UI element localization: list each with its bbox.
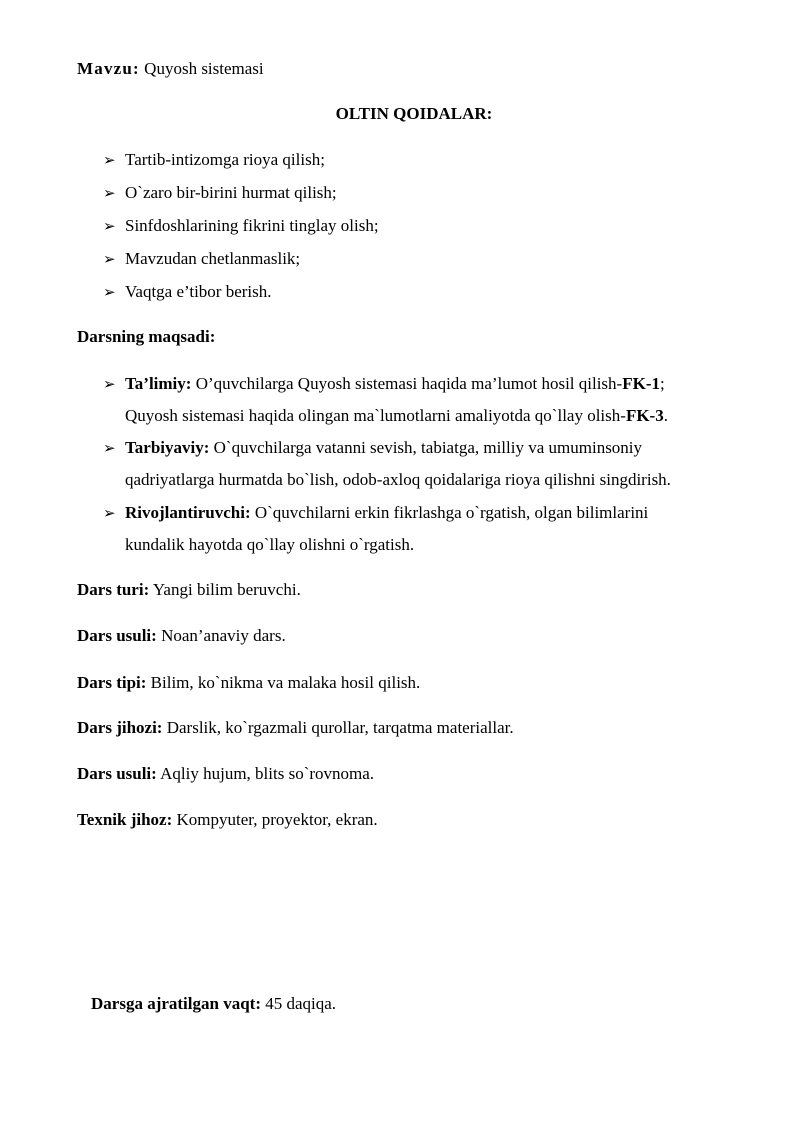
rule-text: O`zaro bir-birini hurmat qilish; <box>125 183 337 202</box>
goal-line <box>125 374 665 394</box>
rule-text: Mavzudan chetlanmaslik; <box>125 249 301 268</box>
rule-text: Tartib-intizomga rioya qilish; <box>125 150 325 169</box>
detail-row <box>77 626 286 646</box>
detail-label: Dars usuli: <box>77 626 157 645</box>
arrow-bullet-icon: ➢ <box>103 250 116 268</box>
detail-row <box>77 718 514 738</box>
punctuation: ; <box>660 374 665 393</box>
detail-row <box>77 673 420 693</box>
arrow-bullet-icon: ➢ <box>103 504 116 522</box>
goal-line <box>125 438 642 458</box>
detail-value: Darslik, ko`rgazmali qurollar, tarqatma materiallar. <box>166 718 514 737</box>
punctuation: . <box>663 406 668 425</box>
arrow-bullet-icon: ➢ <box>103 151 116 169</box>
detail-label: Dars tipi: <box>77 673 147 692</box>
goal-label: Tarbiyaviy: <box>125 438 210 457</box>
arrow-bullet-icon: ➢ <box>103 184 116 202</box>
goal-text: O’quvchilarga Quyosh sistemasi haqida ma’lumot hosil qilish- <box>195 374 623 393</box>
goal-text: kundalik hayotda qo`llay olishni o`rgatish. <box>125 535 415 554</box>
detail-value: Noan’anaviy dars. <box>161 626 286 645</box>
detail-row <box>77 580 301 600</box>
detail-value: Aqliy hujum, blits so`rovnoma. <box>160 764 375 783</box>
goal-label: Rivojlantiruvchi: <box>125 503 251 522</box>
detail-value: Yangi bilim beruvchi. <box>152 580 301 599</box>
goal-label: Ta’limiy: <box>125 374 192 393</box>
detail-label: Dars jihozi: <box>77 718 163 737</box>
arrow-bullet-icon: ➢ <box>103 375 116 393</box>
time-allocated <box>91 994 336 1014</box>
time-value: 45 daqiqa. <box>265 994 337 1013</box>
goal-text: Quyosh sistemasi haqida olingan ma`lumotlarni amaliyotda qo`llay olish- <box>125 406 626 425</box>
arrow-bullet-icon: ➢ <box>103 217 116 235</box>
goals-title-text: Darsning maqsadi: <box>77 327 216 346</box>
topic-line <box>77 59 264 79</box>
competency-code: FK-1 <box>622 374 660 393</box>
detail-label: Dars usuli: <box>77 764 157 783</box>
detail-value: Bilim, ko`nikma va malaka hosil qilish. <box>150 673 421 692</box>
detail-label: Texnik jihoz: <box>77 810 173 829</box>
arrow-bullet-icon: ➢ <box>103 439 116 457</box>
goals-title <box>77 327 215 347</box>
topic-label: Mavzu: <box>77 59 140 78</box>
detail-row <box>77 764 374 784</box>
topic-value: Quyosh sistemasi <box>144 59 264 78</box>
goal-line <box>125 406 668 426</box>
goal-text: O`quvchilarni erkin fikrlashga o`rgatish, olgan bilimlarini <box>254 503 649 522</box>
rules-title <box>0 104 800 124</box>
goal-text: O`quvchilarga vatanni sevish, tabiatga, milliy va umuminsoniy <box>213 438 643 457</box>
competency-code: FK-3 <box>625 406 664 425</box>
detail-row <box>77 810 378 830</box>
goal-line <box>125 503 648 523</box>
detail-value: Kompyuter, proyektor, ekran. <box>176 810 378 829</box>
arrow-bullet-icon: ➢ <box>103 283 116 301</box>
rule-text: Vaqtga e’tibor berish. <box>125 282 272 301</box>
detail-label: Dars turi: <box>77 580 150 599</box>
rules-title-text: OLTIN QOIDALAR: <box>335 104 493 123</box>
goal-text: qadriyatlarga hurmatda bo`lish, odob-axloq qoidalariga rioya qilishni singdirish. <box>125 470 671 489</box>
rule-text: Sinfdoshlarining fikrini tinglay olish; <box>125 216 379 235</box>
time-label: Darsga ajratilgan vaqt: <box>91 994 261 1013</box>
